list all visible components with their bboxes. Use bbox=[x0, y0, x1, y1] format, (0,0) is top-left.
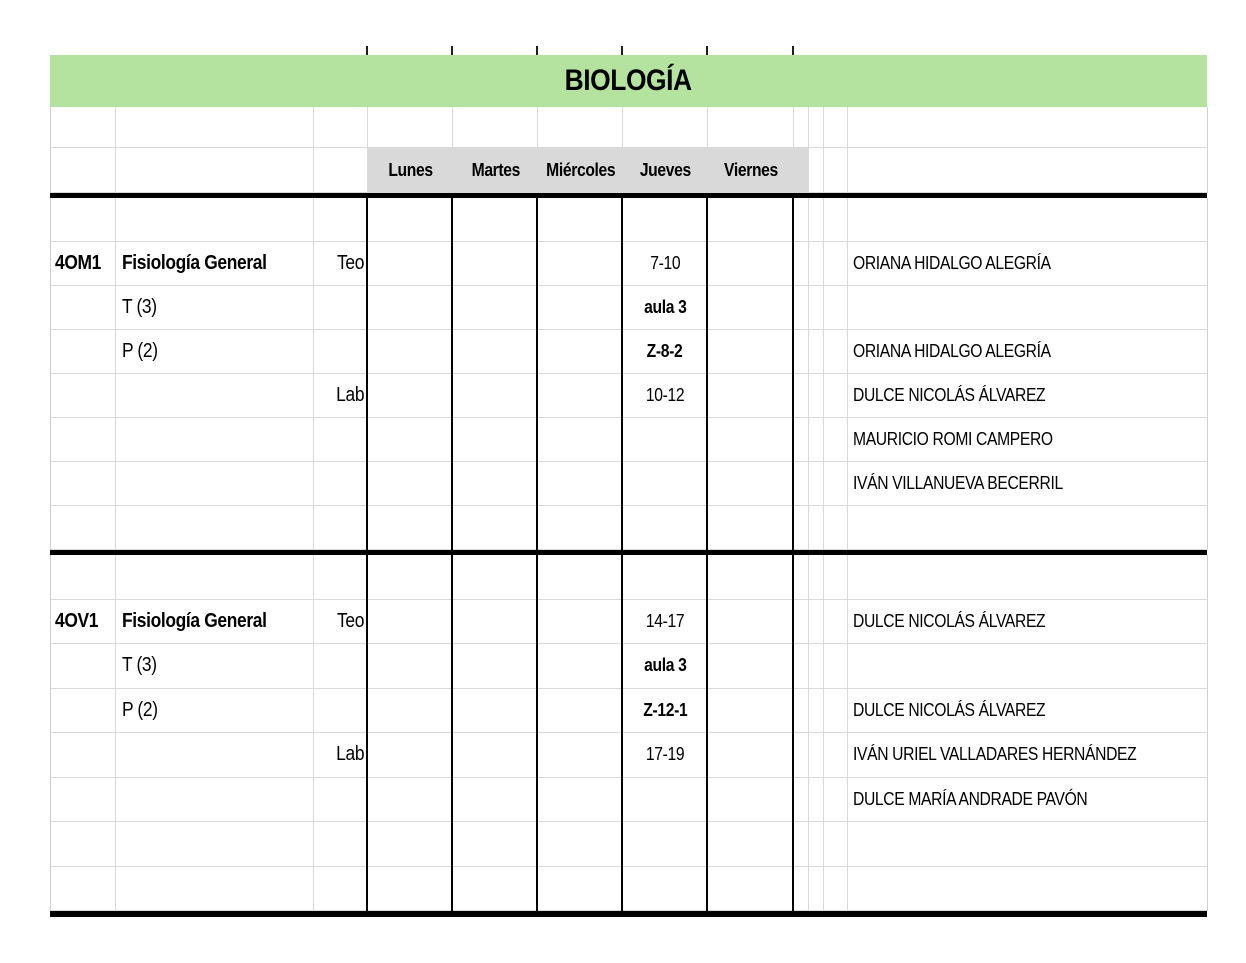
day-cell-lunes bbox=[368, 600, 453, 645]
course-cell: T (3) bbox=[116, 286, 314, 330]
table-row bbox=[51, 286, 1208, 330]
day-cell-miercoles bbox=[538, 822, 623, 867]
day-header-viernes: Viernes bbox=[724, 159, 778, 180]
day-cell-miercoles bbox=[538, 644, 623, 689]
day-cell-miercoles bbox=[538, 600, 623, 645]
day-cell-lunes bbox=[368, 733, 453, 778]
teacher-cell: DULCE NICOLÁS ÁLVAREZ bbox=[848, 689, 1208, 734]
course-cell bbox=[116, 822, 314, 867]
session-type-cell bbox=[314, 330, 368, 374]
day-cell-jueves: 14-17 bbox=[623, 600, 708, 645]
day-cell-lunes bbox=[368, 374, 453, 418]
spacer-cell bbox=[824, 506, 848, 550]
day-cell-jueves bbox=[623, 418, 708, 462]
session-type-cell bbox=[314, 418, 368, 462]
session-type-cell: Lab bbox=[314, 733, 368, 778]
table-row bbox=[51, 600, 1208, 645]
day-cell-viernes bbox=[708, 733, 794, 778]
group-cell bbox=[51, 506, 116, 550]
day-cell-miercoles bbox=[538, 242, 623, 286]
day-cell-martes bbox=[453, 867, 538, 912]
teacher-cell: ORIANA HIDALGO ALEGRÍA bbox=[848, 330, 1208, 374]
day-cell-jueves: aula 3 bbox=[623, 286, 708, 330]
teacher-cell bbox=[848, 506, 1208, 550]
table-row bbox=[51, 778, 1208, 823]
teacher-cell: ORIANA HIDALGO ALEGRÍA bbox=[848, 242, 1208, 286]
day-cell-martes bbox=[453, 689, 538, 734]
course-cell bbox=[116, 733, 314, 778]
spacer-cell bbox=[824, 462, 848, 506]
table-row bbox=[51, 198, 1208, 242]
course-cell bbox=[116, 374, 314, 418]
spacer-cell bbox=[809, 778, 824, 823]
teacher-cell bbox=[848, 867, 1208, 912]
day-cell-martes bbox=[453, 644, 538, 689]
section-divider bbox=[50, 193, 1207, 198]
teacher-cell: MAURICIO ROMI CAMPERO bbox=[848, 418, 1208, 462]
spacer-cell bbox=[809, 506, 824, 550]
table-row bbox=[51, 644, 1208, 689]
day-cell-viernes bbox=[708, 644, 794, 689]
spacer-cell bbox=[824, 242, 848, 286]
day-cell-jueves bbox=[623, 462, 708, 506]
teacher-cell bbox=[848, 822, 1208, 867]
day-cell-miercoles bbox=[538, 418, 623, 462]
spacer-cell bbox=[809, 330, 824, 374]
spacer-cell bbox=[809, 867, 824, 912]
day-cell-jueves bbox=[623, 506, 708, 550]
day-cell-miercoles bbox=[538, 778, 623, 823]
course-cell: P (2) bbox=[116, 689, 314, 734]
spacer-cell bbox=[809, 462, 824, 506]
day-cell-martes bbox=[453, 286, 538, 330]
group-cell: 4OM1 bbox=[51, 242, 116, 286]
day-cell-viernes bbox=[708, 374, 794, 418]
day-cell-lunes bbox=[368, 555, 453, 600]
spacer-cell bbox=[809, 198, 824, 242]
page-title: BIOLOGÍA bbox=[564, 64, 693, 97]
group-cell bbox=[51, 778, 116, 823]
course-cell bbox=[116, 418, 314, 462]
spacer-cell bbox=[809, 689, 824, 734]
day-cell-miercoles bbox=[538, 689, 623, 734]
day-cell-martes bbox=[453, 462, 538, 506]
spacer-cell bbox=[824, 733, 848, 778]
spacer-cell bbox=[794, 286, 809, 330]
spacer-cell bbox=[824, 689, 848, 734]
table-row bbox=[51, 733, 1208, 778]
group-cell bbox=[51, 644, 116, 689]
session-type-cell bbox=[314, 867, 368, 912]
group-cell: 4OV1 bbox=[51, 600, 116, 645]
day-cell-viernes bbox=[708, 600, 794, 645]
day-cell-viernes bbox=[708, 242, 794, 286]
day-header-lunes: Lunes bbox=[388, 159, 433, 180]
table-row bbox=[51, 822, 1208, 867]
group-cell bbox=[51, 867, 116, 912]
day-cell-viernes bbox=[708, 198, 794, 242]
day-cell-jueves bbox=[623, 555, 708, 600]
table-row bbox=[51, 107, 1208, 148]
day-cell-miercoles bbox=[538, 555, 623, 600]
course-cell bbox=[116, 462, 314, 506]
course-cell: Fisiología General bbox=[116, 600, 314, 645]
session-type-cell: Teo bbox=[314, 600, 368, 645]
day-cell-miercoles bbox=[538, 462, 623, 506]
day-cell-jueves: 17-19 bbox=[623, 733, 708, 778]
day-cell-martes bbox=[453, 198, 538, 242]
day-cell-lunes bbox=[368, 418, 453, 462]
spacer-cell bbox=[809, 733, 824, 778]
day-cell-martes bbox=[453, 242, 538, 286]
day-cell-martes bbox=[453, 418, 538, 462]
spacer-cell bbox=[824, 198, 848, 242]
day-cell-jueves bbox=[623, 867, 708, 912]
table-row bbox=[51, 689, 1208, 734]
day-cell-jueves bbox=[623, 822, 708, 867]
teacher-cell: IVÁN VILLANUEVA BECERRIL bbox=[848, 462, 1208, 506]
course-cell bbox=[116, 198, 314, 242]
day-cell-lunes bbox=[368, 689, 453, 734]
day-cell-lunes bbox=[368, 462, 453, 506]
day-cell-martes bbox=[453, 374, 538, 418]
day-cell-lunes bbox=[368, 330, 453, 374]
teacher-cell: DULCE NICOLÁS ÁLVAREZ bbox=[848, 600, 1208, 645]
course-cell: P (2) bbox=[116, 330, 314, 374]
group-cell bbox=[51, 555, 116, 600]
spacer-cell bbox=[809, 644, 824, 689]
section-divider bbox=[50, 550, 1207, 555]
session-type-cell bbox=[314, 778, 368, 823]
grid-tick bbox=[451, 46, 453, 55]
spacer-cell bbox=[824, 644, 848, 689]
spacer-cell bbox=[824, 778, 848, 823]
spacer-cell bbox=[794, 600, 809, 645]
day-cell-martes bbox=[453, 555, 538, 600]
group-cell bbox=[51, 822, 116, 867]
day-cell-martes bbox=[453, 778, 538, 823]
spacer-cell bbox=[794, 733, 809, 778]
spacer-cell bbox=[824, 555, 848, 600]
spacer-cell bbox=[809, 600, 824, 645]
day-cell-jueves bbox=[623, 198, 708, 242]
day-cell-viernes bbox=[708, 822, 794, 867]
day-cell-lunes bbox=[368, 242, 453, 286]
spacer-cell bbox=[824, 374, 848, 418]
day-cell-martes bbox=[453, 733, 538, 778]
group-cell bbox=[51, 733, 116, 778]
day-cell-viernes bbox=[708, 689, 794, 734]
teacher-cell: DULCE NICOLÁS ÁLVAREZ bbox=[848, 374, 1208, 418]
spacer-cell bbox=[794, 867, 809, 912]
spacer-cell bbox=[809, 374, 824, 418]
spacer-cell bbox=[809, 418, 824, 462]
spacer-cell bbox=[794, 330, 809, 374]
spacer-cell bbox=[809, 242, 824, 286]
grid-tick bbox=[621, 46, 623, 55]
day-header-jueves: Jueves bbox=[639, 159, 692, 180]
day-cell-lunes bbox=[368, 506, 453, 550]
day-cell-lunes bbox=[368, 198, 453, 242]
table-row bbox=[51, 506, 1208, 550]
spacer-cell bbox=[809, 822, 824, 867]
day-cell-lunes bbox=[368, 286, 453, 330]
day-header-band bbox=[368, 148, 809, 193]
table-row bbox=[51, 374, 1208, 418]
title-bar bbox=[50, 55, 1207, 107]
group-cell bbox=[51, 374, 116, 418]
group-cell bbox=[51, 418, 116, 462]
spacer-cell bbox=[794, 506, 809, 550]
session-type-cell bbox=[314, 644, 368, 689]
course-cell bbox=[116, 867, 314, 912]
day-cell-miercoles bbox=[538, 733, 623, 778]
day-cell-jueves: Z-12-1 bbox=[623, 689, 708, 734]
day-cell-miercoles bbox=[538, 286, 623, 330]
spacer-cell bbox=[794, 462, 809, 506]
group-cell bbox=[51, 689, 116, 734]
course-cell: Fisiología General bbox=[116, 242, 314, 286]
day-cell-viernes bbox=[708, 418, 794, 462]
spacer-cell bbox=[794, 418, 809, 462]
spacer-cell bbox=[794, 198, 809, 242]
table-row bbox=[51, 867, 1208, 912]
day-cell-miercoles bbox=[538, 867, 623, 912]
day-cell-martes bbox=[453, 600, 538, 645]
teacher-cell: IVÁN URIEL VALLADARES HERNÁNDEZ bbox=[848, 733, 1208, 778]
day-cell-viernes bbox=[708, 286, 794, 330]
day-header-miercoles: Miércoles bbox=[545, 159, 616, 180]
day-cell-viernes bbox=[708, 462, 794, 506]
day-cell-jueves: Z-8-2 bbox=[623, 330, 708, 374]
spacer-cell bbox=[824, 600, 848, 645]
spacer-cell bbox=[794, 242, 809, 286]
day-cell-miercoles bbox=[538, 198, 623, 242]
group-cell bbox=[51, 462, 116, 506]
grid-tick bbox=[536, 46, 538, 55]
day-cell-viernes bbox=[708, 506, 794, 550]
session-type-cell: Teo bbox=[314, 242, 368, 286]
day-cell-miercoles bbox=[538, 506, 623, 550]
schedule-grid bbox=[50, 107, 1208, 911]
teacher-cell: DULCE MARÍA ANDRADE PAVÓN bbox=[848, 778, 1208, 823]
grid-tick bbox=[366, 46, 368, 55]
day-cell-viernes bbox=[708, 555, 794, 600]
spacer-cell bbox=[824, 822, 848, 867]
session-type-cell bbox=[314, 555, 368, 600]
session-type-cell: Lab bbox=[314, 374, 368, 418]
day-cell-miercoles bbox=[538, 330, 623, 374]
table-row bbox=[51, 462, 1208, 506]
grid-tick bbox=[792, 46, 794, 55]
spacer-cell bbox=[809, 555, 824, 600]
course-cell bbox=[116, 555, 314, 600]
day-cell-lunes bbox=[368, 867, 453, 912]
day-cell-lunes bbox=[368, 644, 453, 689]
spacer-cell bbox=[824, 418, 848, 462]
table-row bbox=[51, 418, 1208, 462]
day-cell-jueves bbox=[623, 778, 708, 823]
group-cell bbox=[51, 330, 116, 374]
day-cell-jueves: 7-10 bbox=[623, 242, 708, 286]
section-divider bbox=[50, 911, 1207, 917]
spacer-cell bbox=[794, 778, 809, 823]
teacher-cell bbox=[848, 644, 1208, 689]
grid-tick bbox=[706, 46, 708, 55]
group-cell bbox=[51, 286, 116, 330]
day-cell-martes bbox=[453, 822, 538, 867]
day-cell-jueves: aula 3 bbox=[623, 644, 708, 689]
group-cell bbox=[51, 198, 116, 242]
day-header-martes: Martes bbox=[471, 159, 520, 180]
session-type-cell bbox=[314, 462, 368, 506]
spacer-cell bbox=[824, 286, 848, 330]
section-4om1 bbox=[51, 198, 1208, 550]
spacer-cell bbox=[794, 689, 809, 734]
course-cell: T (3) bbox=[116, 644, 314, 689]
day-cell-miercoles bbox=[538, 374, 623, 418]
session-type-cell bbox=[314, 198, 368, 242]
course-cell bbox=[116, 778, 314, 823]
spacer-cell bbox=[809, 286, 824, 330]
section-4ov1 bbox=[51, 555, 1208, 911]
session-type-cell bbox=[314, 506, 368, 550]
teacher-cell bbox=[848, 286, 1208, 330]
course-cell bbox=[116, 506, 314, 550]
day-cell-viernes bbox=[708, 330, 794, 374]
table-row bbox=[51, 555, 1208, 600]
day-cell-lunes bbox=[368, 778, 453, 823]
day-cell-martes bbox=[453, 506, 538, 550]
table-row bbox=[51, 330, 1208, 374]
day-header-row bbox=[51, 148, 1208, 193]
session-type-cell bbox=[314, 286, 368, 330]
spacer-cell bbox=[794, 822, 809, 867]
spacer-cell bbox=[794, 555, 809, 600]
day-cell-lunes bbox=[368, 822, 453, 867]
spacer-cell bbox=[794, 374, 809, 418]
day-cell-jueves: 10-12 bbox=[623, 374, 708, 418]
day-cell-viernes bbox=[708, 867, 794, 912]
spacer-cell bbox=[824, 330, 848, 374]
teacher-cell bbox=[848, 198, 1208, 242]
day-cell-martes bbox=[453, 330, 538, 374]
session-type-cell bbox=[314, 689, 368, 734]
day-cell-viernes bbox=[708, 778, 794, 823]
teacher-cell bbox=[848, 555, 1208, 600]
spacer-cell bbox=[824, 867, 848, 912]
session-type-cell bbox=[314, 822, 368, 867]
spacer-cell bbox=[794, 644, 809, 689]
table-row bbox=[51, 242, 1208, 286]
